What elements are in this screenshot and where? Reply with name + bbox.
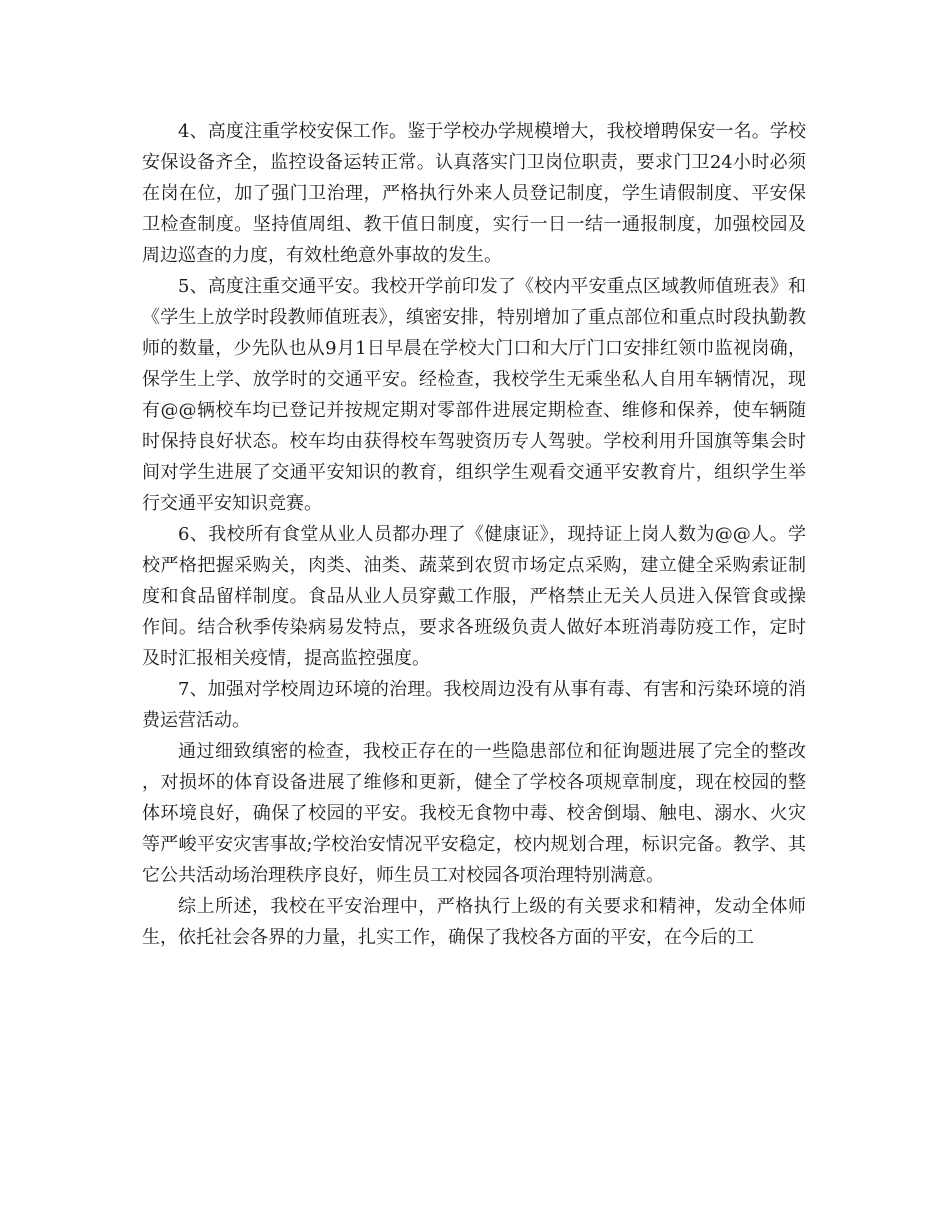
paragraph-inspection-result: 通过细致缜密的检查，我校正存在的一些隐患部位和征询题进展了完全的整改，对损坏的体育设备进展了维修和更新，健全了学校各项规章制度，现在校园的整体环境良好，确保了校园的平安。我校无食物中毒、校舍倒塌、触电、溺水、火灾等严峻平安灾害事故;学校治安情况平安稳定，校内规划合理，标识完备。教学、其它公共活动场治理秩序良好，师生员工对校园各项治理特别满意。 (142, 741, 806, 886)
paragraph-summary: 综上所述，我校在平安治理中，严格执行上级的有关要求和精神，发动全体师生，依托社会各界的力量，扎实工作，确保了我校各方面的平安，在今后的工 (142, 896, 806, 948)
paragraph-security-guard: 4、高度注重学校安保工作。鉴于学校办学规模增大，我校增聘保安一名。学校安保设备齐全，监控设备运转正常。认真落实门卫岗位职责，要求门卫24小时必须在岗在位，加了强门卫治理，严格执行外来人员登记制度，学生请假制度、平安保卫检查制度。坚持值周组、教干值日制度，实行一日一结一通报制度，加强校园及周边巡查的力度，有效杜绝意外事故的发生。 (142, 121, 806, 266)
paragraph-canteen-hygiene: 6、我校所有食堂从业人员都办理了《健康证》，现持证上岗人数为@@人。学校严格把握采购关，肉类、油类、蔬菜到农贸市场定点采购，建立健全采购索证制度和食品留样制度。食品从业人员穿戴工作服，严格禁止无关人员进入保管食或操作间。结合秋季传染病易发特点，要求各班级负责人做好本班消毒防疫工作，定时及时汇报相关疫情，提高监控强度。 (142, 524, 806, 669)
paragraph-surroundings: 7、加强对学校周边环境的治理。我校周边没有从事有毒、有害和污染环境的消费运营活动。 (142, 679, 806, 731)
paragraph-traffic-safety: 5、高度注重交通平安。我校开学前印发了《校内平安重点区域教师值班表》和《学生上放学时段教师值班表》，缜密安排，特别增加了重点部位和重点时段执勤教师的数量，少先队也从9月1日早晨在学校大门口和大厅门口安排红领巾监视岗确，保学生上学、放学时的交通平安。经检查，我校学生无乘坐私人自用车辆情况，现有@@辆校车均已登记并按规定期对零部件进展定期检查、维修和保养，使车辆随时保持良好状态。校车均由获得校车驾驶资历专人驾驶。学校利用升国旗等集会时间对学生进展了交通平安知识的教育，组织学生观看交通平安教育片，组织学生举行交通平安知识竞赛。 (142, 276, 806, 514)
document-body (142, 116, 806, 953)
